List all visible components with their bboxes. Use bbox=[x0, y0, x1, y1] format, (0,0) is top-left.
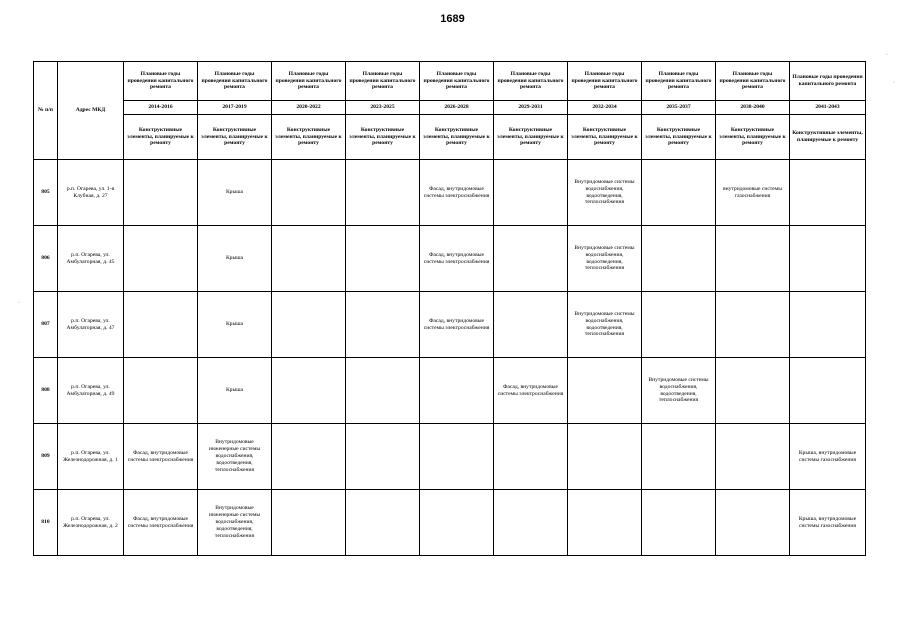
table-cell bbox=[790, 160, 866, 226]
period-title: Плановые годы проведения капитального ремонта bbox=[420, 62, 494, 101]
period-subheader: Конструктивные элементы, планируемые к ремонту bbox=[716, 115, 790, 160]
table-cell bbox=[420, 358, 494, 424]
table-cell bbox=[716, 358, 790, 424]
header-row-elements bbox=[34, 115, 866, 160]
table-cell: Внутридомовые системы водоснабжения, водоотведения, теплоснабжения bbox=[568, 292, 642, 358]
table-cell bbox=[346, 226, 420, 292]
table-cell bbox=[568, 358, 642, 424]
row-number: 807 bbox=[34, 292, 58, 358]
row-number: 805 bbox=[34, 160, 58, 226]
period-title: Плановые годы проведения капитального ремонта bbox=[790, 62, 866, 101]
table-cell bbox=[346, 292, 420, 358]
period-title: Плановые годы проведения капитального ремонта bbox=[124, 62, 198, 101]
row-address: р.п. Огарева, ул. Амбулаторная, д. 45 bbox=[58, 226, 124, 292]
row-number: 810 bbox=[34, 490, 58, 556]
margin-mark: · bbox=[886, 52, 888, 58]
table-cell bbox=[124, 160, 198, 226]
table-cell bbox=[716, 226, 790, 292]
period-subheader: Конструктивные элементы, планируемые к ремонту bbox=[642, 115, 716, 160]
margin-mark: · bbox=[18, 300, 20, 306]
table-cell bbox=[790, 358, 866, 424]
table-cell: Крыша bbox=[198, 292, 272, 358]
table-cell bbox=[642, 292, 716, 358]
row-address: р.п. Огарева, ул. 1-я Клубная, д. 27 bbox=[58, 160, 124, 226]
period-title: Плановые годы проведения капитального ремонта bbox=[272, 62, 346, 101]
col-number-header: № п/п bbox=[34, 62, 58, 160]
table-cell bbox=[790, 292, 866, 358]
table-cell: Крыша, внутридомовые системы газоснабжения bbox=[790, 490, 866, 556]
period-title: Плановые годы проведения капитального ремонта bbox=[346, 62, 420, 101]
period-subheader: Конструктивные элементы, планируемые к ремонту bbox=[124, 115, 198, 160]
table-row bbox=[34, 292, 866, 358]
table-cell bbox=[420, 424, 494, 490]
header-row-years bbox=[34, 101, 866, 115]
table-cell bbox=[716, 490, 790, 556]
table-cell bbox=[272, 292, 346, 358]
table-cell: Фасад, внутридомовые системы электроснабжения bbox=[420, 160, 494, 226]
table-cell bbox=[346, 358, 420, 424]
table-cell bbox=[642, 160, 716, 226]
capital-repair-table bbox=[33, 61, 866, 556]
table-row bbox=[34, 490, 866, 556]
table-cell: Внутридомовые инженерные системы водоснабжения, водоотведения, теплоснабжения bbox=[198, 424, 272, 490]
header-row-titles bbox=[34, 62, 866, 101]
row-number: 809 bbox=[34, 424, 58, 490]
table-cell bbox=[568, 424, 642, 490]
period-years: 2041-2043 bbox=[790, 101, 866, 115]
table-cell bbox=[272, 358, 346, 424]
period-title: Плановые годы проведения капитального ремонта bbox=[642, 62, 716, 101]
table-row bbox=[34, 226, 866, 292]
period-years: 2020-2022 bbox=[272, 101, 346, 115]
margin-mark: · bbox=[893, 80, 895, 86]
table-cell bbox=[346, 160, 420, 226]
row-address: р.п. Огарева, ул. Железнодорожная, д. 2 bbox=[58, 490, 124, 556]
period-title: Плановые годы проведения капитального ремонта bbox=[198, 62, 272, 101]
table-cell bbox=[272, 490, 346, 556]
table-cell: Внутридомовые инженерные системы водоснабжения, водоотведения, теплоснабжения bbox=[198, 490, 272, 556]
table-cell bbox=[642, 490, 716, 556]
table-cell: внутридомовые системы газоснабжения bbox=[716, 160, 790, 226]
table-cell bbox=[716, 424, 790, 490]
table-cell bbox=[494, 160, 568, 226]
period-title: Плановые годы проведения капитального ремонта bbox=[568, 62, 642, 101]
col-address-header: Адрес МКД bbox=[58, 62, 124, 160]
table-row bbox=[34, 358, 866, 424]
period-years: 2014-2016 bbox=[124, 101, 198, 115]
row-address: р.п. Огарева, ул. Амбулаторная, д. 49 bbox=[58, 358, 124, 424]
table-cell bbox=[420, 490, 494, 556]
table-cell: Фасад, внутридомовые системы электроснабжения bbox=[420, 226, 494, 292]
row-address: р.п. Огарева, ул. Железнодорожная, д. 1 bbox=[58, 424, 124, 490]
table-cell bbox=[568, 490, 642, 556]
table-cell bbox=[272, 424, 346, 490]
table-cell: Фасад, внутридомовые системы электроснабжения bbox=[124, 490, 198, 556]
table-cell bbox=[346, 424, 420, 490]
table-cell: Крыша bbox=[198, 160, 272, 226]
table-row bbox=[34, 160, 866, 226]
table-cell: Крыша bbox=[198, 226, 272, 292]
period-years: 2032-2034 bbox=[568, 101, 642, 115]
period-subheader: Конструктивные элементы, планируемые к ремонту bbox=[790, 115, 866, 160]
table-cell: Внутридомовые системы водоснабжения, водоотведения, теплоснабжения bbox=[568, 160, 642, 226]
period-years: 2017-2019 bbox=[198, 101, 272, 115]
table-cell: Внутридомовые системы водоснабжения, водоотведения, теплоснабжения bbox=[568, 226, 642, 292]
table-cell bbox=[346, 490, 420, 556]
period-years: 2029-2031 bbox=[494, 101, 568, 115]
table-cell: Внутридомовые системы водоснабжения, водоотведения, теплоснабжения bbox=[642, 358, 716, 424]
period-subheader: Конструктивные элементы, планируемые к ремонту bbox=[568, 115, 642, 160]
period-years: 2038-2040 bbox=[716, 101, 790, 115]
period-title: Плановые годы проведения капитального ремонта bbox=[494, 62, 568, 101]
table-cell bbox=[716, 292, 790, 358]
table-cell bbox=[494, 292, 568, 358]
page-number: 1689 bbox=[440, 13, 465, 25]
period-years: 2026-2028 bbox=[420, 101, 494, 115]
period-title: Плановые годы проведения капитального ремонта bbox=[716, 62, 790, 101]
row-number: 808 bbox=[34, 358, 58, 424]
row-address: р.п. Огарева, ул. Амбулаторная, д. 47 bbox=[58, 292, 124, 358]
table-cell bbox=[642, 226, 716, 292]
period-subheader: Конструктивные элементы, планируемые к ремонту bbox=[198, 115, 272, 160]
table-cell: Фасад, внутридомовые системы электроснабжения bbox=[124, 424, 198, 490]
table-cell bbox=[790, 226, 866, 292]
period-subheader: Конструктивные элементы, планируемые к ремонту bbox=[420, 115, 494, 160]
table-cell bbox=[124, 292, 198, 358]
period-subheader: Конструктивные элементы, планируемые к ремонту bbox=[494, 115, 568, 160]
period-subheader: Конструктивные элементы, планируемые к ремонту bbox=[272, 115, 346, 160]
table-cell: Крыша bbox=[198, 358, 272, 424]
table-cell bbox=[124, 226, 198, 292]
table-cell bbox=[494, 226, 568, 292]
table-cell bbox=[494, 490, 568, 556]
table-cell bbox=[272, 226, 346, 292]
table-row bbox=[34, 424, 866, 490]
table-cell: Фасад, внутридомовые системы электроснабжения bbox=[494, 358, 568, 424]
period-years: 2023-2025 bbox=[346, 101, 420, 115]
table-cell: Фасад, внутридомовые системы электроснабжения bbox=[420, 292, 494, 358]
table-cell: Крыша, внутридомовые системы газоснабжения bbox=[790, 424, 866, 490]
period-years: 2035-2037 bbox=[642, 101, 716, 115]
table-cell bbox=[124, 358, 198, 424]
table-cell bbox=[642, 424, 716, 490]
table-cell bbox=[494, 424, 568, 490]
period-subheader: Конструктивные элементы, планируемые к ремонту bbox=[346, 115, 420, 160]
row-number: 806 bbox=[34, 226, 58, 292]
table-cell bbox=[272, 160, 346, 226]
